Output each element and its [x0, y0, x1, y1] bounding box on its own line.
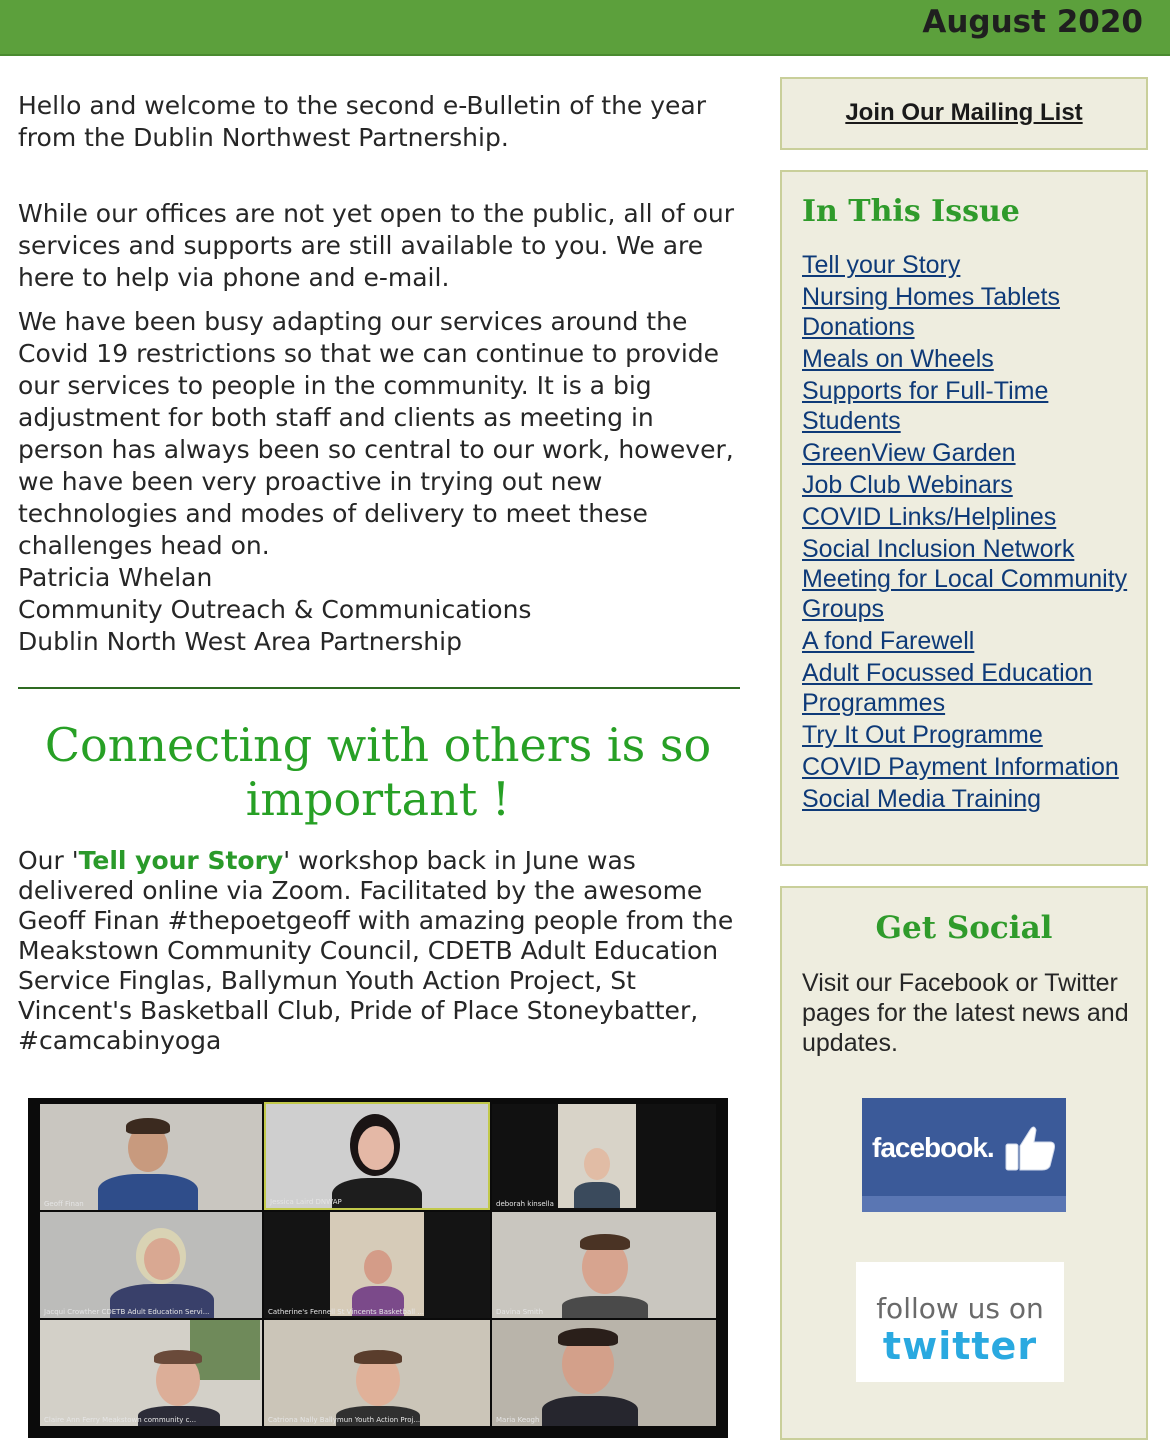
- mailing-list-box: [780, 77, 1148, 150]
- issue-list-item: [802, 502, 1132, 532]
- issue-list-item: [802, 720, 1132, 750]
- issue-list-item: [802, 752, 1132, 782]
- zoom-tile: [492, 1320, 716, 1426]
- issue-link-covid-links[interactable]: COVID Links/Helplines: [802, 503, 1057, 531]
- zoom-tile: [40, 1104, 262, 1210]
- article-body: [18, 846, 742, 1056]
- twitter-wordmark: twitter: [882, 1324, 1038, 1368]
- zoom-tile: [40, 1212, 262, 1318]
- issue-link-list: [802, 250, 1132, 816]
- issue-link-try-it-out[interactable]: Try It Out Programme: [802, 721, 1043, 749]
- issue-link-tell-your-story[interactable]: Tell your Story: [802, 251, 961, 279]
- issue-list-item: [802, 376, 1132, 436]
- intro-paragraph-3: We have been busy adapting our services around the Covid 19 restrictions so that we can continue to provide our services to people in the community. It is a big adjustment for both staff and clients as meeting in person has always been so central to our work, however, we have been very proactive in trying out new technologies and modes of delivery to meet these challenges head on.: [18, 307, 734, 560]
- intro-paragraph-2: While our offices are not yet open to the public, all of our services and supports are still available to you. We are here to help via phone and e-mail.: [18, 199, 734, 292]
- participant-name: Davina Smith: [496, 1308, 544, 1316]
- participant-name: Maria Keogh: [496, 1416, 540, 1424]
- issue-date: August 2020: [922, 4, 1143, 40]
- zoom-tile: [492, 1212, 716, 1318]
- issue-link-social-media-training[interactable]: Social Media Training: [802, 785, 1042, 813]
- issue-list-item: [802, 658, 1132, 718]
- get-social-text: Visit our Facebook or Twitter pages for the latest news and updates.: [802, 969, 1129, 1057]
- issue-list-item: [802, 534, 1132, 624]
- zoom-tile: [492, 1104, 716, 1210]
- issue-list-item: [802, 470, 1132, 500]
- issue-link-covid-payment[interactable]: COVID Payment Information: [802, 753, 1119, 781]
- article-headline: Connecting with others is so important !: [44, 718, 712, 826]
- twitter-follow-text: follow us on: [876, 1292, 1044, 1325]
- participant-name: Geoff Finan: [44, 1200, 84, 1208]
- issue-list-item: [802, 344, 1132, 374]
- zoom-tile: [264, 1212, 490, 1318]
- join-mailing-list-link[interactable]: Join Our Mailing List: [845, 99, 1083, 126]
- issue-link-job-club[interactable]: Job Club Webinars: [802, 471, 1013, 499]
- issue-list-item: [802, 282, 1132, 342]
- issue-link-adult-education[interactable]: Adult Focussed Education Programmes: [802, 659, 1093, 717]
- zoom-tile: [264, 1320, 490, 1426]
- header-bar: [0, 0, 1170, 56]
- facebook-wordmark: facebook.: [872, 1132, 994, 1163]
- participant-name: Jacqui Crowther CDETB Adult Education Servi...: [44, 1308, 210, 1316]
- thumbs-up-icon: [1002, 1120, 1058, 1176]
- article-highlight-link[interactable]: Tell your Story: [78, 846, 284, 875]
- get-social-title: Get Social: [875, 910, 1053, 946]
- get-social-box: [780, 886, 1148, 1440]
- issue-link-greenview-garden[interactable]: GreenView Garden: [802, 439, 1016, 467]
- issue-link-fond-farewell[interactable]: A fond Farewell: [802, 627, 975, 655]
- zoom-tile: [264, 1102, 490, 1210]
- zoom-tile: [40, 1320, 262, 1426]
- issue-list-item: [802, 626, 1132, 656]
- zoom-call-photo: [28, 1098, 728, 1438]
- participant-name: deborah kinsella: [496, 1200, 554, 1208]
- participant-name: Catriona Nally Ballymun Youth Action Proj...: [268, 1416, 421, 1424]
- issue-link-meals-on-wheels[interactable]: Meals on Wheels: [802, 345, 994, 373]
- section-divider: [18, 687, 740, 689]
- signature-name: Patricia Whelan: [18, 563, 213, 592]
- issue-link-supports-students[interactable]: Supports for Full-Time Students: [802, 377, 1049, 435]
- article-body-text: ' workshop back in June was delivered online via Zoom. Facilitated by the awesome Geoff Finan #thepoetgeoff with amazing people from the Meakstown Community Council, CDETB Adult Education Service Finglas, Ballymun Youth Action Project, St Vincent's Basketball Club, Pride of Place Stoneybatter, #camcabinyoga: [18, 846, 734, 1055]
- participant-name: Claire Ann Ferry Meakstown community c...: [44, 1416, 197, 1424]
- intro-paragraph-1: Hello and welcome to the second e-Bulletin of the year from the Dublin Northwest Partnership.: [18, 91, 707, 152]
- participant-name: Jessica Laird DNWAP: [270, 1198, 342, 1206]
- issue-list-item: [802, 438, 1132, 468]
- in-this-issue-title: In This Issue: [802, 194, 1020, 229]
- signature-block: [18, 562, 742, 658]
- facebook-logo-icon[interactable]: [862, 1098, 1066, 1212]
- issue-link-social-inclusion[interactable]: Social Inclusion Network Meeting for Local Community Groups: [802, 535, 1128, 623]
- participant-name: Catherine's Fennell St Vincents Basketball ...: [268, 1308, 425, 1316]
- issue-link-nursing-homes[interactable]: Nursing Homes Tablets Donations: [802, 283, 1060, 341]
- twitter-logo-icon[interactable]: [856, 1262, 1064, 1382]
- issue-list-item: [802, 784, 1132, 814]
- signature-org: Dublin North West Area Partnership: [18, 627, 462, 656]
- article-prefix: Our ': [18, 846, 79, 875]
- issue-list-item: [802, 250, 1132, 280]
- signature-role: Community Outreach & Communications: [18, 595, 532, 624]
- in-this-issue-box: [780, 170, 1148, 866]
